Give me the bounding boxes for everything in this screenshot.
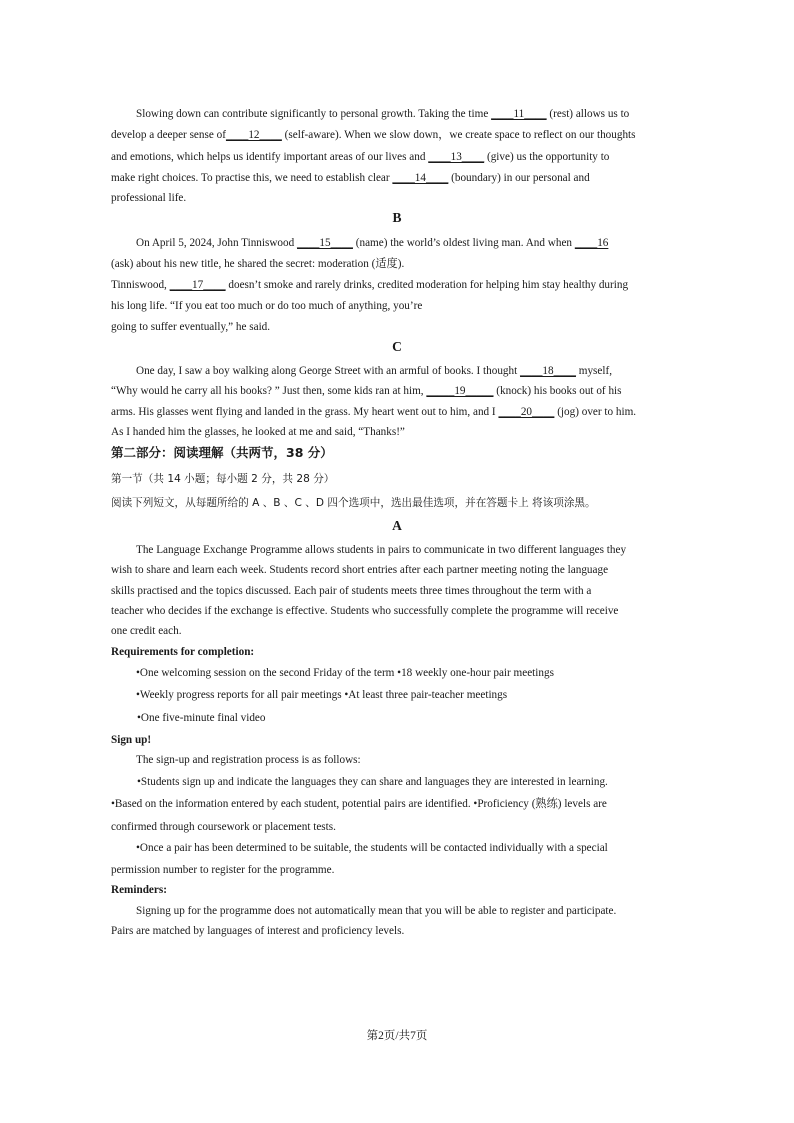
passage-a-intro-line: teacher who decides if the exchange is effective. Students who successfully complete the programme will receive (111, 605, 619, 617)
blank-17: ____17____ (169, 279, 226, 291)
blank-18: ____18____ (520, 365, 576, 377)
blank-16: ____16 (574, 237, 609, 249)
text: and emotions, which helps us identify important areas of our lives and (111, 151, 429, 163)
reminder-line: Pairs are matched by languages of interest and proficiency levels. (111, 925, 405, 937)
part2-instruction: 阅读下列短文，从每题所给的 A 、B 、C 、D 四个选项中，选出最佳选项，并在答题卡上 将该项涂黑。 (111, 497, 596, 509)
cloze-c-line-2 (111, 384, 622, 398)
passage-a-intro-line: one credit each. (111, 625, 182, 637)
signup-line: permission number to register for the programme. (111, 864, 335, 876)
cloze-a-line-2 (111, 128, 636, 142)
text: (self-aware). When we slow down，we create space to reflect on our thoughts (281, 129, 636, 141)
part2-section1: 第一节（共 14 小题；每小题 2 分，共 28 分） (111, 473, 335, 485)
cloze-b-line-5: going to suffer eventually,” he said. (111, 321, 271, 333)
text: arms. His glasses went flying and landed in the grass. My heart went out to him, and I (111, 406, 499, 418)
heading-b: B (392, 210, 402, 225)
heading-a: A (392, 518, 402, 533)
part2-title: 第二部分：阅读理解（共两节，38 分） (111, 445, 333, 460)
text: develop a deeper sense of (111, 129, 226, 141)
passage-a-intro-line: skills practised and the topics discussed. Each pair of students meets three times throughout the term with a (111, 585, 592, 597)
cloze-a-line-5: professional life. (111, 192, 187, 204)
reminder-line: Signing up for the programme does not automatically mean that you will be able to register and participate. (136, 905, 617, 917)
signup-line: confirmed through coursework or placement tests. (111, 821, 336, 833)
reminders-heading: Reminders: (111, 884, 167, 896)
text: (jog) over to him. (554, 406, 637, 418)
blank-15: ____15____ (297, 237, 353, 249)
cloze-c-line-4: As I handed him the glasses, he looked at me and said, “Thanks!” (111, 426, 405, 438)
cloze-a-line-4 (111, 171, 590, 185)
signup-line: •Once a pair has been determined to be suitable, the students will be contacted individually with a special (136, 842, 608, 854)
text: One day, I saw a boy walking along George Street with an armful of books. I thought (136, 365, 521, 377)
text: Slowing down can contribute significantly to personal growth. Taking the time (136, 108, 492, 120)
blank-20: ____20____ (498, 406, 555, 418)
text: On April 5, 2024, John Tinniswood (136, 237, 298, 249)
text: doesn’t smoke and rarely drinks, credited moderation for helping him stay healthy during (225, 279, 629, 291)
signup-intro: The sign-up and registration process is as follows: (136, 754, 361, 766)
text: (give) us the opportunity to (484, 151, 610, 163)
blank-12: ____12____ (225, 129, 282, 141)
blank-11: ____11____ (491, 108, 547, 120)
signup-line: •Based on the information entered by each student, potential pairs are identified. •Proficiency (熟练) levels are (111, 798, 607, 810)
text: Tinniswood, (111, 279, 170, 291)
requirement-line: •One five-minute final video (137, 712, 266, 724)
text: (rest) allows us to (546, 108, 630, 120)
cloze-a-line-1 (136, 107, 629, 121)
passage-a-intro-line: wish to share and learn each week. Students record short entries after each partner meeting noting the language (111, 564, 609, 576)
passage-a-intro-line: The Language Exchange Programme allows students in pairs to communicate in two different languages they (136, 544, 627, 556)
page-number: 第2页/共7页 (366, 1030, 428, 1042)
requirements-heading: Requirements for completion: (111, 646, 255, 658)
text: (boundary) in our personal and (448, 172, 590, 184)
blank-14: ____14____ (392, 172, 449, 184)
text: make right choices. To practise this, we need to establish clear (111, 172, 393, 184)
text: (name) the world’s oldest living man. And when (352, 237, 575, 249)
signup-heading: Sign up! (111, 734, 152, 746)
cloze-b-line-3 (111, 278, 628, 292)
cloze-a-line-3 (111, 150, 609, 164)
heading-c: C (392, 339, 402, 354)
cloze-b-line-1 (136, 236, 608, 250)
signup-line: •Students sign up and indicate the languages they can share and languages they are interested in learning. (137, 776, 608, 788)
text: myself, (575, 365, 613, 377)
blank-19: _____19_____ (426, 385, 494, 397)
text: “Why would he carry all his books? ” Just then, some kids ran at him, (111, 385, 427, 397)
text: (knock) his books out of his (493, 385, 622, 397)
cloze-b-line-2: (ask) about his new title, he shared the secret: moderation (适度). (111, 258, 405, 270)
requirement-line: •Weekly progress reports for all pair meetings •At least three pair-teacher meetings (136, 689, 508, 701)
blank-13: ____13____ (428, 151, 485, 163)
cloze-c-line-1 (136, 364, 612, 378)
requirement-line: •One welcoming session on the second Friday of the term •18 weekly one-hour pair meetings (136, 667, 554, 679)
cloze-c-line-3 (111, 405, 636, 419)
cloze-b-line-4: his long life. “If you eat too much or do too much of anything, you’re (111, 300, 423, 312)
